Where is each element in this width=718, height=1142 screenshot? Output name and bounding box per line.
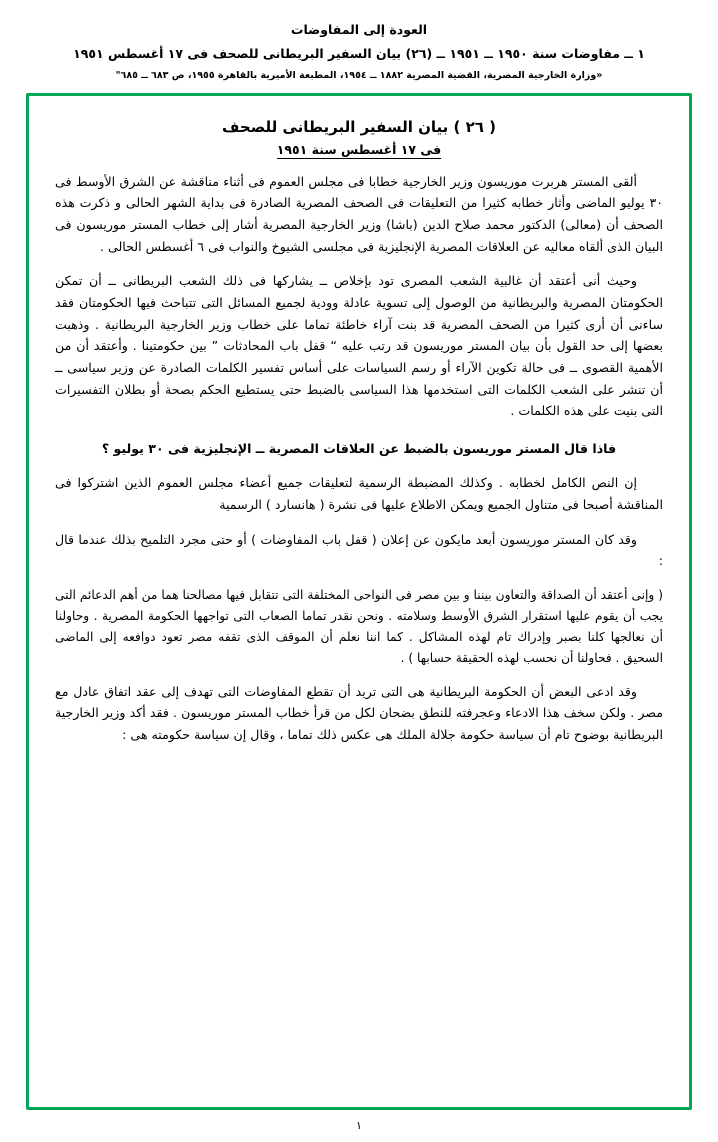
document-title: ( ٢٦ ) بيان السفير البريطانى للصحف [222, 117, 496, 136]
page-number: ١ [356, 1119, 362, 1132]
document-frame [26, 93, 692, 1110]
header-title: العودة إلى المفاوضات [290, 22, 428, 37]
document-body [55, 171, 663, 746]
paragraph-question: فاذا قال المستر موريسون بالضبط عن العلاقات المصرية ــ الإنجليزية فى ٣٠ يوليو ؟ [101, 440, 617, 456]
paragraph: وقد ادعى البعض أن الحكومة البريطانية هى التى تريد أن تقطع المفاوضات التى تهدف إلى عقد اتفاق عادل مع مصر . ولكن سخف هذا الادعاء وعجرفته للنطق بضحان لكل من قرأ خطاب المستر موريسون . فقد أكد وزير الخارجية البريطانية بوضوح تام أن سياسة حكومة جلالة الملك هى عكس ذلك تماما ، وقال إن سياسة حكومته هى : [55, 683, 663, 743]
page-footer [26, 1110, 692, 1132]
paragraph: ألقى المستر هربرت موريسون وزير الخارجية خطابا فى مجلس العموم فى أثناء مناقشة عن الشرق الأوسط فى ٣٠ يوليو الماضى وأثار خطابه كثيرا من التعليقات فى الصحف المصرية الصادرة فى بداية الشهر الحالى و ذكرت هذه الصحف أن (معالى) الدكتور محمد صلاح الدين (باشا) وزير الخارجية المصرية أشار إلى خطاب المستر موريسون فى البيان الذى ألقاه معاليه عن العلاقات المصرية الإنجليزية فى مجلسى الشيوخ والنواب فى ٦ أغسطس الحالى . [55, 173, 663, 254]
document-date-text: فى ١٧ أغسطس سنة ١٩٥١ [276, 141, 442, 157]
paragraph-quote: ( وإنى أعتقد أن الصداقة والتعاون بيننا و بين مصر فى النواحى المختلفة التى تتقابل فيها مصالحنا هما من أهم الدعائم التى يجب أن يقوم عليها استقرار الشرق الأوسط وسلامته . ونحن نقدر تماما الصعاب التى تواجهها الحكومة المصرية . وحاولنا أن نعالجها كلنا بصبر وإدراك تام لهذه المشاكل . كما اننا نعلم أن الموقف الذى تقفه مصر تعود دوافعه إلى الماضى السحيق . فحاولنا أن نحسب لهذه الحقيقة حسابها ) . [55, 587, 663, 665]
document-date [55, 142, 663, 157]
paragraph: إن النص الكامل لخطابه . وكذلك المضبطة الرسمية لتعليقات جميع أعضاء مجلس العموم الذين اشتركوا فى المناقشة أصبحا فى متناول الجميع ويمكن الاطلاع عليها فى نشرة ( هانسارد ) الرسمية [55, 475, 663, 512]
header-source-citation: «وزارة الخارجية المصرية، القضية المصرية ١٨٨٢ ــ ١٩٥٤، المطبعة الأميرية بالقاهرة ١٩٥٥، ص ٦٨٣ ــ ٦٨٥" [115, 70, 603, 82]
page-header [26, 22, 692, 93]
paragraph: وحيث أنى أعتقد أن غالبية الشعب المصرى تود بإخلاص ــ يشاركها فى ذلك الشعب البريطانى ــ أن تمكن الحكومتان المصرية والبريطانية من الوصول إلى تسوية عادلة وودية لجميع المسائل التى تتباحث فيها الحكومتان فقد ساءنى أن أرى كثيرا من الصحف المصرية قد بنت آراء خاطئة تماما على خطاب وزير الخارجية البريطانية . وذهبت بعضها إلى حد القول بأن بيان المستر موريسون قد رتب عليه “ قفل باب المحادثات ” بين حكومتينا . وأعتقد أن من الأهمية القصوى ــ فى حالة تكوين الآراء أو رسم السياسات على أساس تفسير الكلمات الصادرة عن وزير سياسى ــ أن تنشر على الشعب الكلمات التى استخدمها هذا السياسى بالضبط حتى يستطيع الحكم بصحة أو بطلان التفسيرات التى بنيت على هذه الكلمات . [55, 273, 663, 419]
paragraph: وقد كان المستر موريسون أبعد مايكون عن إعلان ( قفل باب المفاوضات ) أو حتى مجرد التلميح بذلك عندما قال : [55, 531, 663, 569]
header-subtitle: ١ ــ مفاوضات سنة ١٩٥٠ ــ ١٩٥١ ــ (٢٦) بيان السفير البريطانى للصحف فى ١٧ أغسطس ١٩٥١ [73, 46, 645, 61]
